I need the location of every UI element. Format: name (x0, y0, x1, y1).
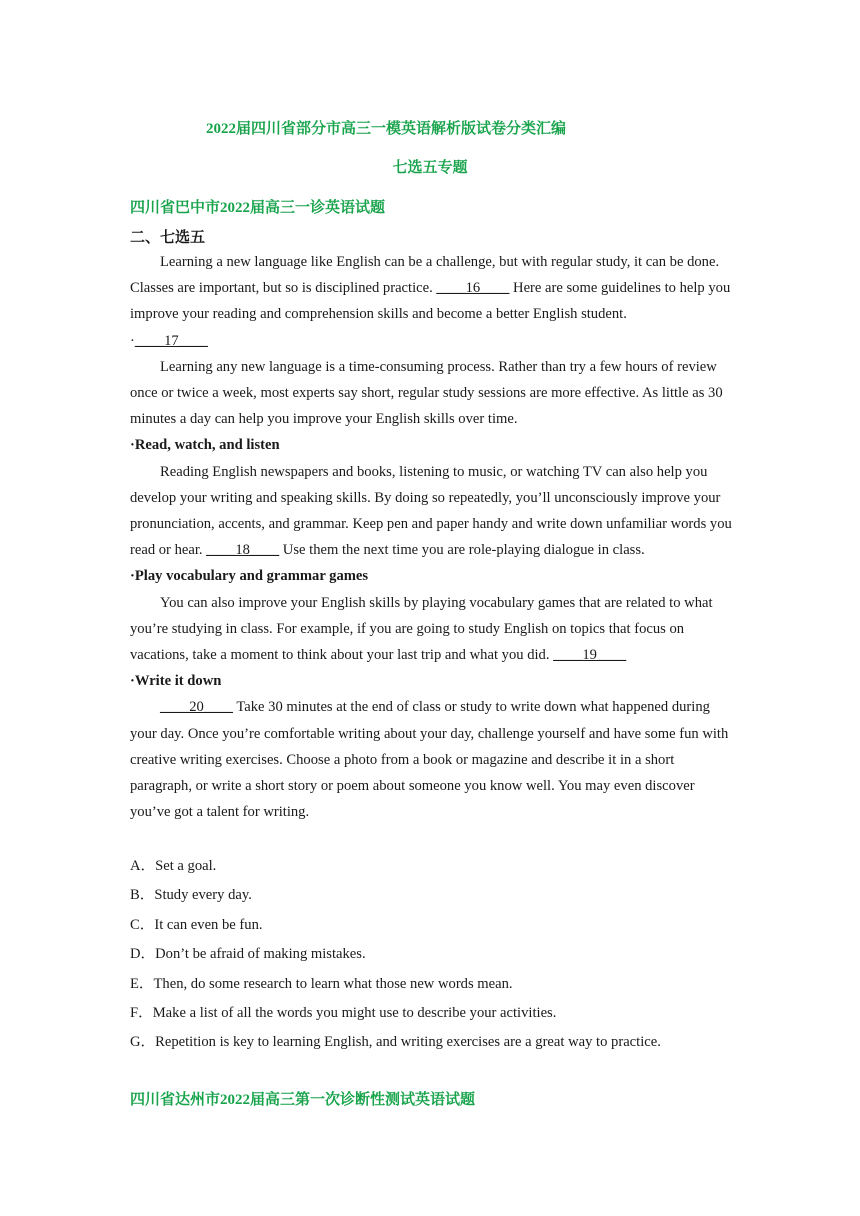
exam-source-heading: 四川省巴中市2022届高三一诊英语试题 (130, 200, 386, 216)
option-b: B．Study every day. (130, 887, 252, 904)
exam-source-heading-2: 四川省达州市2022届高三第一次诊断性测试英语试题 (130, 1092, 476, 1108)
option-c: C．It can even be fun. (130, 916, 263, 933)
blank-20: ____20____ (160, 699, 233, 716)
subheading-17: ·____17____ (130, 332, 208, 349)
passage (130, 249, 732, 825)
document-title: 2022届四川省部分市高三一模英语解析版试卷分类汇编 (206, 121, 567, 137)
paragraph-reading: Reading English newspapers and books, listening to music, or watching TV can also help you develop your writing and speaking skills. By doing so repeatedly, you’ll unconsciously improve your pronunciation, accents, and grammar. Keep pen and paper handy and write down unfamiliar words you read or hear. ____18____ Use them the next time you are role-playing dialogue in class. (130, 463, 732, 559)
paragraph-games: You can also improve your English skills by playing vocabulary games that are related to what you’re studying in class. For example, if you are going to study English on topics that focus on vacations, take a moment to think about your last trip and what you did. ____19____ (130, 594, 713, 664)
blank-19: ____19____ (553, 647, 627, 664)
blank-17: ____17____ (134, 332, 208, 349)
option-a: A．Set a goal. (130, 858, 217, 874)
blank-16: ____16____ (436, 280, 510, 297)
subheading-games: ·Play vocabulary and grammar games (130, 568, 369, 585)
paragraph-intro: Learning a new language like English can be a challenge, but with regular study, it can be done. Classes are important, but so is disciplined practice. ____16____ Here are some guidelines to help you improve your reading and comprehension skills and become a better English student. (130, 254, 731, 323)
option-e: E．Then, do some research to learn what those new words mean. (130, 975, 513, 992)
subheading-write: ·Write it down (130, 673, 222, 690)
paragraph-study: Learning any new language is a time-consuming process. Rather than try a few hours of review once or twice a week, most experts say short, regular study sessions are more effective. As little as 30 minutes a day can help you improve your English skills over time. (130, 358, 723, 428)
subheading-read-watch-listen: ·Read, watch, and listen (130, 437, 280, 454)
blank-18: ____18____ (206, 542, 280, 559)
document-subtitle: 七选五专题 (392, 160, 468, 176)
option-f: F．Make a list of all the words you might use to describe your activities. (130, 1005, 557, 1022)
option-g: G．Repetition is key to learning English, and writing exercises are a great way to practice. (130, 1034, 661, 1051)
option-d: D．Don’t be afraid of making mistakes. (130, 946, 366, 963)
answer-options (130, 852, 730, 1058)
paragraph-write: ____20____ Take 30 minutes at the end of class or study to write down what happened during your day. Once you’re comfortable writing about your day, challenge yourself and have some fun with creative writing exercises. Choose a photo from a book or magazine and describe it in a short paragraph, or write a short story or poem about someone you know well. You may even discover you’ve got a talent for writing. (130, 699, 729, 821)
section-heading: 二、七选五 (130, 230, 206, 246)
